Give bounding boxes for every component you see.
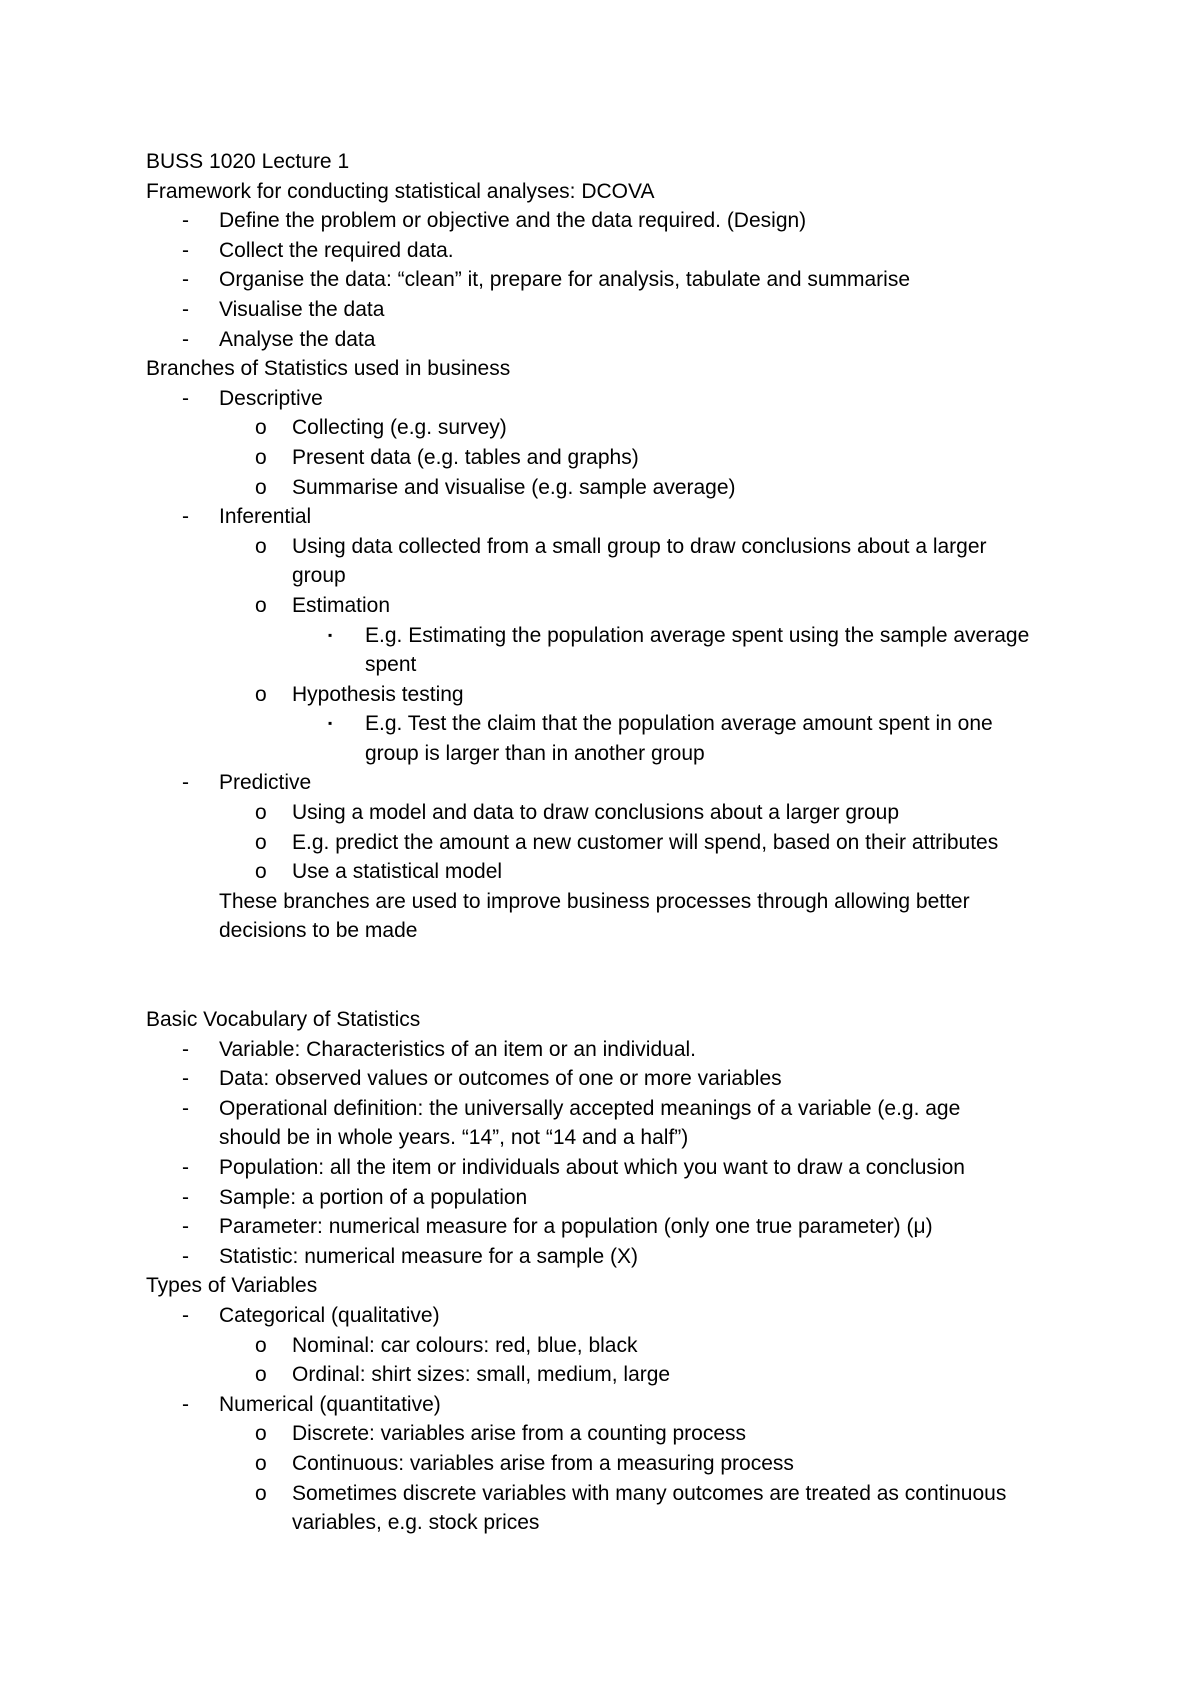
circle-bullet: o <box>255 475 267 499</box>
list-item: o Summarise and visualise (e.g. sample average) <box>146 473 1106 503</box>
dash-bullet: - <box>182 238 189 262</box>
square-bullet: ▪ <box>328 627 333 642</box>
list-item: - Collect the required data. <box>146 236 1106 266</box>
dash-bullet: - <box>182 1156 189 1179</box>
list-item-continuation: should be in whole years. “14”, not “14 and a half”) <box>219 1126 689 1150</box>
dash-bullet: - <box>182 1392 189 1416</box>
circle-bullet: o <box>255 860 267 884</box>
list-item: o Use a statistical model <box>146 857 1106 887</box>
circle-bullet: o <box>255 682 267 706</box>
circle-bullet: o <box>255 593 267 617</box>
list-item: - Data: observed values or outcomes of one or more variables <box>146 1064 1106 1094</box>
document-page <box>146 147 1106 1538</box>
document-title: BUSS 1020 Lecture 1 <box>146 150 350 173</box>
dash-bullet: - <box>182 268 189 292</box>
branches-note: These branches are used to improve business processes through allowing better <box>219 889 970 913</box>
section-spacer <box>146 946 1106 1005</box>
list-item: - Inferential <box>146 502 1106 532</box>
list-item: o Hypothesis testing <box>146 680 1106 710</box>
circle-bullet: o <box>255 1481 267 1505</box>
list-item: - Statistic: numerical measure for a sample (X) <box>146 1242 1106 1272</box>
dash-bullet: - <box>182 297 189 321</box>
list-item: o Collecting (e.g. survey) <box>146 413 1106 443</box>
dash-bullet: - <box>182 209 189 233</box>
list-item: - Population: all the item or individuals about which you want to draw a conclusion <box>146 1153 1106 1183</box>
dash-bullet: - <box>182 386 189 410</box>
branches-heading: Branches of Statistics used in business <box>146 357 511 381</box>
branches-note-continuation: decisions to be made <box>219 919 418 943</box>
list-item-continuation: group <box>292 564 346 588</box>
list-item: - Numerical (quantitative) <box>146 1390 1106 1420</box>
dash-bullet: - <box>182 771 189 795</box>
list-item: - Sample: a portion of a population <box>146 1183 1106 1213</box>
list-item: - Organise the data: “clean” it, prepare for analysis, tabulate and summarise <box>146 265 1106 295</box>
list-item: - Analyse the data <box>146 325 1106 355</box>
list-item: o Present data (e.g. tables and graphs) <box>146 443 1106 473</box>
list-item-continuation: variables, e.g. stock prices <box>292 1511 540 1535</box>
dash-bullet: - <box>182 327 189 351</box>
list-item: - Predictive <box>146 768 1106 798</box>
circle-bullet: o <box>255 1451 267 1475</box>
circle-bullet: o <box>255 416 267 440</box>
dash-bullet: - <box>182 505 189 529</box>
list-item-continuation: group is larger than in another group <box>365 741 705 765</box>
list-item: - Categorical (qualitative) <box>146 1301 1106 1331</box>
circle-bullet: o <box>255 830 267 854</box>
list-item: o Discrete: variables arise from a counting process <box>146 1419 1106 1449</box>
types-heading: Types of Variables <box>146 1274 318 1298</box>
square-bullet: ▪ <box>328 716 333 731</box>
list-item: o Ordinal: shirt sizes: small, medium, large <box>146 1360 1106 1390</box>
framework-heading: Framework for conducting statistical analyses: DCOVA <box>146 179 655 203</box>
dash-bullet: - <box>182 1037 189 1061</box>
list-item: o Using a model and data to draw conclusions about a larger group <box>146 798 1106 828</box>
list-item: o Nominal: car colours: red, blue, black <box>146 1331 1106 1361</box>
list-item: - Visualise the data <box>146 295 1106 325</box>
circle-bullet: o <box>255 534 267 558</box>
circle-bullet: o <box>255 801 267 825</box>
dash-bullet: - <box>182 1244 189 1268</box>
list-item: - Operational definition: the universally accepted meanings of a variable (e.g. age <box>146 1094 1106 1124</box>
list-item-continuation: spent <box>365 653 417 677</box>
list-item: - Parameter: numerical measure for a population (only one true parameter) (μ) <box>146 1212 1106 1242</box>
dash-bullet: - <box>182 1096 189 1120</box>
dash-bullet: - <box>182 1185 189 1209</box>
list-item: o E.g. predict the amount a new customer will spend, based on their attributes <box>146 828 1106 858</box>
list-item: o Using data collected from a small group to draw conclusions about a larger <box>146 532 1106 562</box>
circle-bullet: o <box>255 1333 267 1357</box>
dash-bullet: - <box>182 1303 189 1327</box>
list-item: - Descriptive <box>146 384 1106 414</box>
circle-bullet: o <box>255 1422 267 1446</box>
list-item: - Define the problem or objective and the data required. (Design) <box>146 206 1106 236</box>
list-item: ▪ E.g. Test the claim that the population average amount spent in one <box>146 709 1106 739</box>
circle-bullet: o <box>255 445 267 469</box>
dash-bullet: - <box>182 1067 189 1091</box>
list-item: ▪ E.g. Estimating the population average spent using the sample average <box>146 621 1106 651</box>
vocabulary-heading: Basic Vocabulary of Statistics <box>146 1008 421 1032</box>
dash-bullet: - <box>182 1215 189 1239</box>
list-item: - Variable: Characteristics of an item or an individual. <box>146 1035 1106 1065</box>
list-item: o Continuous: variables arise from a measuring process <box>146 1449 1106 1479</box>
circle-bullet: o <box>255 1363 267 1387</box>
list-item: o Estimation <box>146 591 1106 621</box>
list-item: o Sometimes discrete variables with many outcomes are treated as continuous <box>146 1479 1106 1509</box>
